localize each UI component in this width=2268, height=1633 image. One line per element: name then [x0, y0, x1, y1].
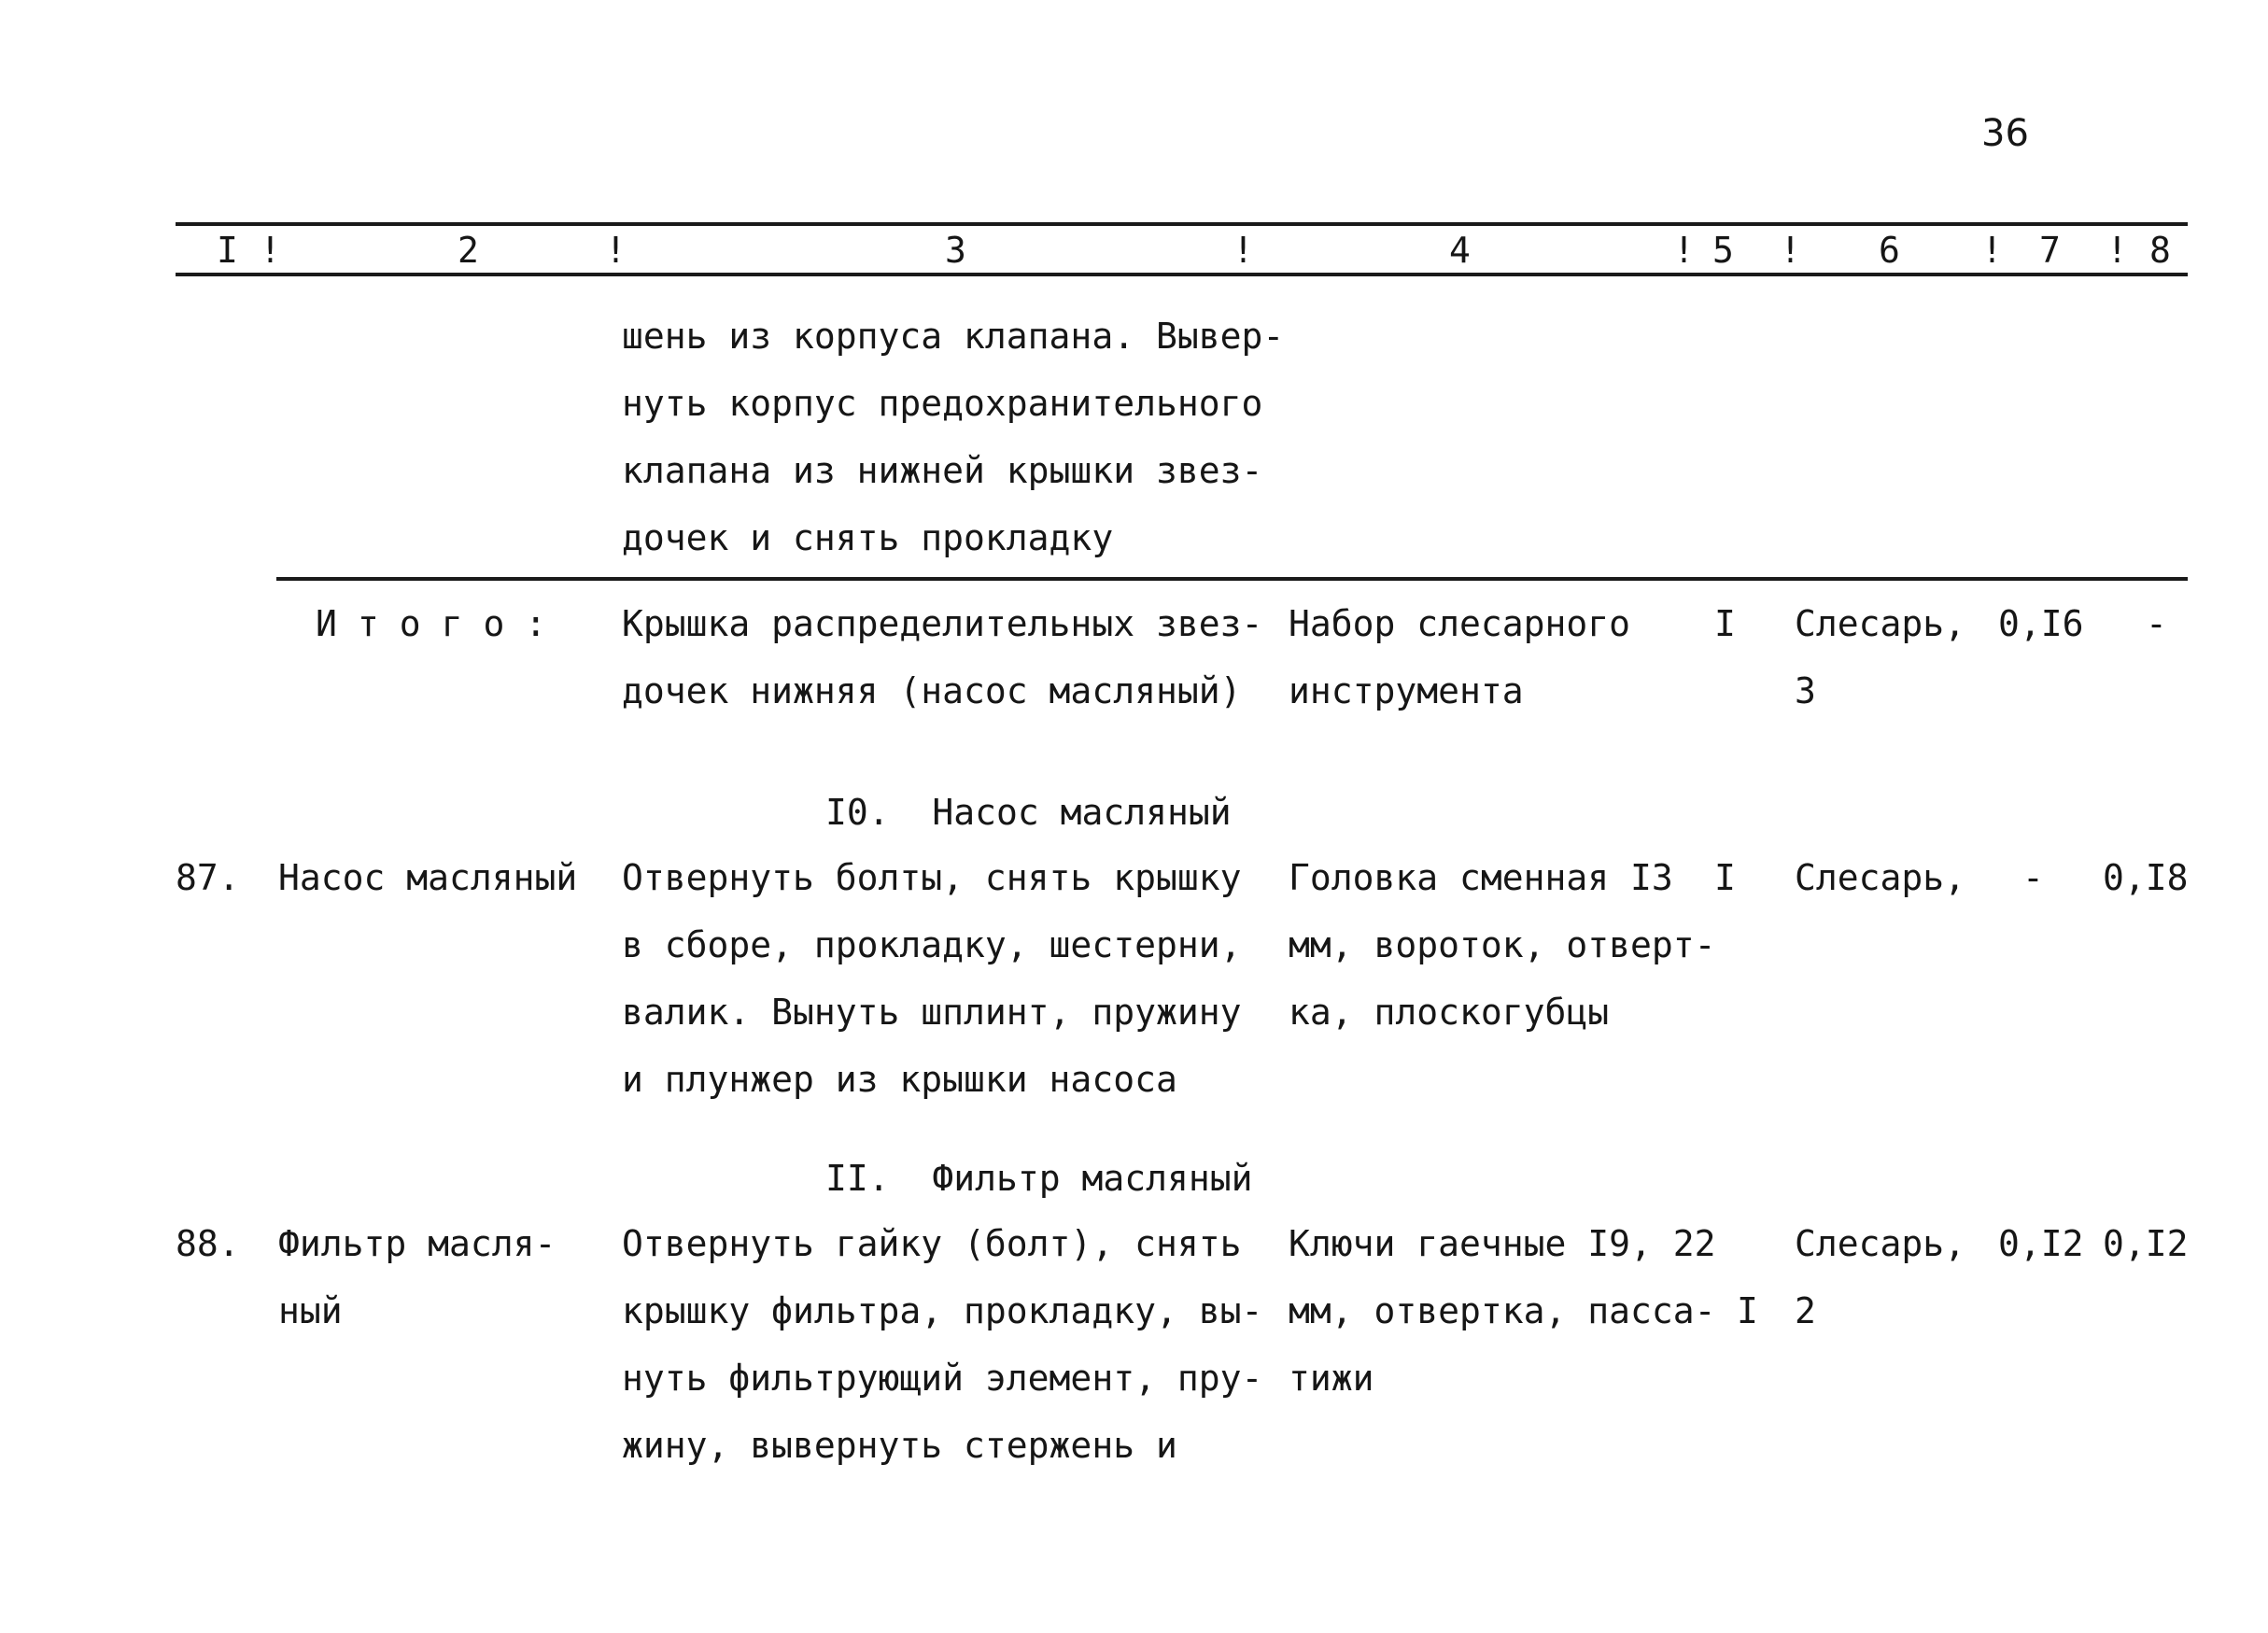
- row-col5: I: [1737, 1290, 1758, 1331]
- row-col7: 0,I2: [1998, 1223, 2084, 1264]
- row-col6: [1795, 844, 1965, 911]
- header-col-1: I: [217, 230, 238, 271]
- text-line: дочек нижняя (насос масляный): [622, 670, 1242, 711]
- row-col4: [1289, 1210, 1716, 1412]
- text-line: тижи: [1289, 1358, 1374, 1399]
- text-line: крышку фильтра, прокладку, вы-: [622, 1290, 1263, 1331]
- total-col4: [1289, 590, 1630, 725]
- text-line: валик. Вынуть шплинт, пружину: [622, 992, 1242, 1033]
- text-line: дочек и снять прокладку: [622, 517, 1114, 558]
- total-col8: -: [2146, 603, 2167, 644]
- text-line: Крышка распределительных звез-: [622, 603, 1263, 644]
- total-col3: [622, 590, 1262, 725]
- text-line: жину, вывернуть стержень и: [622, 1425, 1177, 1466]
- page-number: 36: [1981, 112, 2029, 155]
- row-col3: [622, 844, 1241, 1113]
- text-line: Отвернуть гайку (болт), снять: [622, 1223, 1242, 1264]
- text-line: Насос масляный: [278, 857, 578, 898]
- row-col6: [1795, 1210, 1965, 1344]
- text-line: 2: [1795, 1290, 1816, 1331]
- text-line: в сборе, прокладку, шестерни,: [622, 924, 1242, 965]
- section-title: II. Фильтр масляный: [825, 1158, 1253, 1199]
- header-col-7: 7: [2039, 230, 2061, 271]
- text-line: нуть фильтрующий элемент, пру-: [622, 1358, 1263, 1399]
- text-line: шень из корпуса клапана. Вывер-: [622, 316, 1285, 357]
- text-line: мм, отвертка, пасса-: [1289, 1290, 1716, 1331]
- header-sep: !: [260, 230, 281, 271]
- header-col-3: 3: [945, 230, 966, 271]
- header-bottom-rule: [176, 273, 2188, 276]
- text-line: ка, плоскогубцы: [1289, 992, 1610, 1033]
- header-top-rule: [176, 222, 2188, 226]
- row-col2: [278, 844, 577, 911]
- total-col6: [1795, 590, 1965, 725]
- row-col7: -: [2022, 857, 2044, 898]
- total-label: Итого:: [316, 603, 568, 644]
- text-line: клапана из нижней крышки звез-: [622, 450, 1263, 491]
- row-col4: [1289, 844, 1716, 1046]
- header-col-2: 2: [458, 230, 479, 271]
- total-rule: [276, 577, 2188, 581]
- text-line: ный: [278, 1290, 343, 1331]
- text-line: Набор слесарного: [1289, 603, 1631, 644]
- row-number: 88.: [176, 1223, 240, 1264]
- row-col5: I: [1714, 857, 1736, 898]
- text-line: Отвернуть болты, снять крышку: [622, 857, 1242, 898]
- text-line: Фильтр масля-: [278, 1223, 556, 1264]
- total-col5: I: [1714, 603, 1736, 644]
- header-sep: !: [605, 230, 627, 271]
- continuation-col3: [622, 303, 1284, 571]
- text-line: Слесарь,: [1795, 603, 1966, 644]
- header-sep: !: [1673, 230, 1695, 271]
- header-col-4: 4: [1449, 230, 1471, 271]
- text-line: мм, вороток, отверт-: [1289, 924, 1716, 965]
- text-line: Головка сменная I3: [1289, 857, 1673, 898]
- header-sep: !: [1780, 230, 1801, 271]
- text-line: инструмента: [1289, 670, 1524, 711]
- text-line: Слесарь,: [1795, 1223, 1966, 1264]
- row-col2: [278, 1210, 556, 1344]
- row-number: 87.: [176, 857, 240, 898]
- header-col-5: 5: [1712, 230, 1734, 271]
- text-line: Слесарь,: [1795, 857, 1966, 898]
- header-col-8: 8: [2149, 230, 2171, 271]
- section-title: I0. Насос масляный: [825, 792, 1232, 833]
- text-line: и плунжер из крышки насоса: [622, 1059, 1177, 1100]
- header-sep: !: [2106, 230, 2128, 271]
- row-col8: 0,I2: [2103, 1223, 2189, 1264]
- text-line: Ключи гаечные I9, 22: [1289, 1223, 1716, 1264]
- total-col7: 0,I6: [1998, 603, 2084, 644]
- header-sep: !: [1233, 230, 1254, 271]
- header-sep: !: [1981, 230, 2003, 271]
- text-line: 3: [1795, 670, 1816, 711]
- row-col3: [622, 1210, 1262, 1479]
- header-col-6: 6: [1879, 230, 1900, 271]
- row-col8: 0,I8: [2103, 857, 2189, 898]
- text-line: нуть корпус предохранительного: [622, 383, 1263, 424]
